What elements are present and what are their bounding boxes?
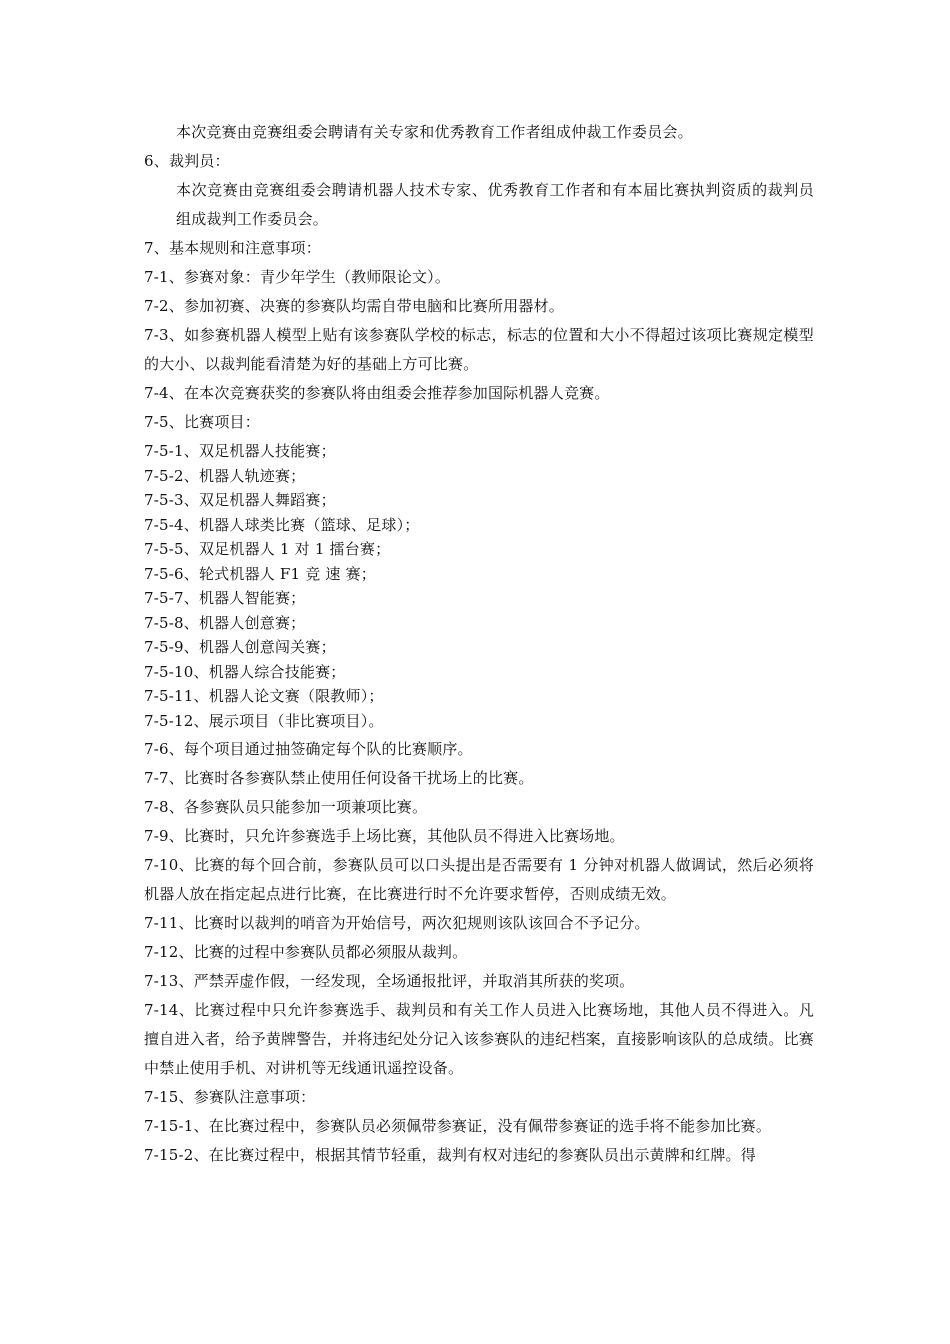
document-body (144, 118, 814, 1170)
rule-7-7: 7-7、比赛时各参赛队禁止使用任何设备干扰场上的比赛。 (144, 769, 534, 787)
rule-7-10: 7-10、比赛的每个回合前，参赛队员可以口头提出是否需要有 1 分钟对机器人做调试，然后必须将机器人放在指定起点进行比赛，在比赛进行时不允许要求暂停，否则成绩无效。 (144, 856, 814, 903)
list-item: 7-5-1、双足机器人技能赛； (144, 442, 336, 460)
list-item: 7-5-4、机器人球类比赛（篮球、足球）； (144, 515, 420, 534)
rule-7-4: 7-4、在本次竞赛获奖的参赛队将由组委会推荐参加国际机器人竞赛。 (144, 384, 610, 402)
rule-7-3: 7-3、如参赛机器人模型上贴有该参赛队学校的标志，标志的位置和大小不得超过该项比赛规定模型的大小、以裁判能看清楚为好的基础上方可比赛。 (144, 326, 814, 373)
rule-7-11: 7-11、比赛时以裁判的哨音为开始信号，两次犯规则该队该回合不予记分。 (144, 914, 650, 932)
rule-7-1: 7-1、参赛对象：青少年学生（教师限论文）。 (144, 268, 451, 286)
rule-7-5-heading: 7-5、比赛项目： (144, 413, 260, 431)
rule-7-12: 7-12、比赛的过程中参赛队员都必须服从裁判。 (144, 943, 468, 961)
rule-7-14: 7-14、比赛过程中只允许参赛选手、裁判员和有关工作人员进入比赛场地，其他人员不得进入。凡擅自进入者，给予黄牌警告，并将违纪处分记入该参赛队的违纪档案，直接影响该队的总成绩。比赛中禁止使用手机、对讲机等无线通讯遥控设备。 (144, 1001, 814, 1077)
list-item: 7-5-8、机器人创意赛； (144, 613, 306, 632)
event-list (144, 439, 814, 733)
paragraph-referees: 本次竞赛由竞赛组委会聘请机器人技术专家、优秀教育工作者和有本届比赛执判资质的裁判员组成裁判工作委员会。 (176, 181, 814, 228)
rule-7-2: 7-2、参加初赛、决赛的参赛队均需自带电脑和比赛所用器材。 (144, 297, 564, 315)
list-item: 7-5-7、机器人智能赛； (144, 589, 306, 607)
list-item: 7-5-2、机器人轨迹赛； (144, 466, 306, 485)
rule-7-6: 7-6、每个项目通过抽签确定每个队的比赛顺序。 (144, 740, 473, 758)
heading-referees: 6、裁判员： (144, 152, 230, 170)
rule-7-13: 7-13、严禁弄虚作假，一经发现，全场通报批评，并取消其所获的奖项。 (144, 972, 635, 990)
paragraph-arbitration: 本次竞赛由竞赛组委会聘请有关专家和优秀教育工作者组成仲裁工作委员会。 (176, 123, 693, 141)
heading-basic-rules: 7、基本规则和注意事项： (144, 239, 321, 257)
rule-7-15-1: 7-15-1、在比赛过程中，参赛队员必须佩带参赛证，没有佩带参赛证的选手将不能参加比赛。 (144, 1117, 772, 1135)
list-item: 7-5-11、机器人论文赛（限教师）； (144, 687, 384, 705)
rule-7-15-heading: 7-15、参赛队注意事项： (144, 1088, 316, 1106)
list-item: 7-5-12、展示项目（非比赛项目）。 (144, 711, 384, 730)
list-item: 7-5-3、双足机器人舞蹈赛； (144, 491, 336, 509)
rule-7-8: 7-8、各参赛队员只能参加一项兼项比赛。 (144, 798, 428, 816)
list-item: 7-5-5、双足机器人 1 对 1 擂台赛； (144, 540, 391, 558)
list-item: 7-5-9、机器人创意闯关赛； (144, 638, 336, 656)
rule-7-9: 7-9、比赛时，只允许参赛选手上场比赛，其他队员不得进入比赛场地。 (144, 827, 625, 845)
list-item: 7-5-10、机器人综合技能赛； (144, 662, 346, 681)
list-item: 7-5-6、轮式机器人 F1 竞 速 赛； (144, 564, 376, 583)
rule-7-15-2: 7-15-2、在比赛过程中，根据其情节轻重，裁判有权对违纪的参赛队员出示黄牌和红牌。得 (144, 1146, 756, 1164)
